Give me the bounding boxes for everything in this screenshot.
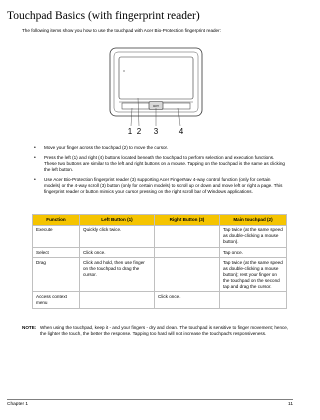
table-row <box>33 247 287 257</box>
table-cell <box>155 247 220 257</box>
instruction-list <box>32 145 287 199</box>
header-right-button: Right Button (3) <box>155 215 220 226</box>
note-text: When using the touchpad, keep it - and your fingers - dry and clean. The touchpad is sensitive to finger movement; hence, the lighter the touch, the better the response. Tapping too hard will not increase the touchpad's responsiveness. <box>40 325 289 336</box>
function-table <box>32 214 287 309</box>
intro-text: The following items show you how to use the touchpad with Acer Bio-Protection fingerprint reader: <box>22 28 221 33</box>
table-cell <box>80 292 155 308</box>
table-cell: Drag <box>33 258 80 292</box>
touchpad-dot <box>123 70 124 71</box>
table-row <box>33 258 287 292</box>
header-main-touchpad: Main touchpad (2) <box>220 215 287 226</box>
table-cell: Execute <box>33 225 80 247</box>
footer-chapter: Chapter 1 <box>7 402 29 407</box>
footer-page-number: 11 <box>288 402 293 407</box>
touchpad-figure <box>108 46 204 138</box>
table-cell: Click once. <box>80 247 155 257</box>
table-cell: Tap twice (at the same speed as double-clicking a mouse button). <box>220 225 287 247</box>
footer-divider <box>7 399 293 400</box>
table-header-row <box>33 215 287 226</box>
callout-1: 1 <box>127 127 133 136</box>
touchpad-surface <box>119 57 193 99</box>
table-row <box>33 225 287 247</box>
table-cell: Tap once. <box>220 247 287 257</box>
bullet-item: • Move your finger across the touchpad (2) to move the cursor. <box>32 145 287 151</box>
table-cell: Click once. <box>155 292 220 308</box>
table-cell <box>220 292 287 308</box>
table-cell: Quickly click twice. <box>80 225 155 247</box>
header-function: Function <box>33 215 80 226</box>
table-row <box>33 292 287 308</box>
table-cell <box>155 258 220 292</box>
header-left-button: Left Button (1) <box>80 215 155 226</box>
bullet-item: • Use Acer Bio-Protection fingerprint reader (3) supporting Acer FingerNav 4-way control function (only for certain models) or the 4-way scroll (3) button (only for certain models) to scroll up or down and move left or right a page. This fingerprint reader or button mimics your cursor pressing on the right scroll bar of Windows applications. <box>32 177 287 196</box>
note-block <box>22 325 290 337</box>
note-label: NOTE: <box>22 325 37 330</box>
page-title: Touchpad Basics (with fingerprint reader) <box>7 10 200 22</box>
callout-2: 2 <box>136 127 142 136</box>
table-cell <box>155 225 220 247</box>
callout-3: 3 <box>153 127 159 136</box>
table-cell: Click and hold, then use finger on the touchpad to drag the cursor. <box>80 258 155 292</box>
table-cell: Access context menu <box>33 292 80 308</box>
touchpad-illustration <box>108 46 204 138</box>
bullet-item: • Press the left (1) and right (4) buttons located beneath the touchpad to perform selection and execution functions. These two buttons are similar to the left and right buttons on a mouse. Tapping on the touchpad is the same as clicking the left button. <box>32 155 287 174</box>
callout-4: 4 <box>178 127 184 136</box>
table-cell: Select <box>33 247 80 257</box>
fingerprint-reader-label: acer <box>152 104 160 108</box>
table-cell: Tap twice (at the same speed as double-clicking a mouse button); rest your finger on the touchpad on the second tap and drag the cursor. <box>220 258 287 292</box>
